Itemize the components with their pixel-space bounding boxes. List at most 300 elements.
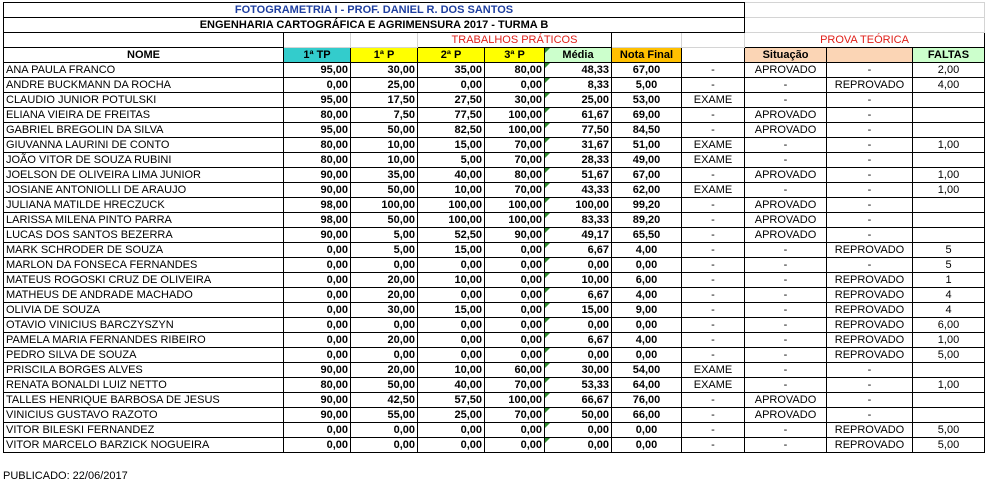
cell-p3[interactable]: 70,00: [485, 378, 545, 393]
cell-situacao[interactable]: APROVADO: [745, 393, 827, 408]
cell-nota-final[interactable]: 49,00: [612, 153, 682, 168]
cell-nome[interactable]: JOÃO VITOR DE SOUZA RUBINI: [4, 153, 284, 168]
cell-situacao[interactable]: APROVADO: [745, 63, 827, 78]
cell-exame[interactable]: EXAME: [682, 153, 745, 168]
cell-situacao[interactable]: -: [745, 288, 827, 303]
cell-prova[interactable]: -: [827, 213, 913, 228]
cell-p1[interactable]: 20,00: [351, 363, 418, 378]
cell-p1[interactable]: 5,00: [351, 243, 418, 258]
cell-exame[interactable]: -: [682, 303, 745, 318]
cell-situacao[interactable]: -: [745, 153, 827, 168]
cell-nota-final[interactable]: 54,00: [612, 363, 682, 378]
cell-p1[interactable]: 20,00: [351, 288, 418, 303]
cell-p2[interactable]: 40,00: [418, 168, 485, 183]
cell-media[interactable]: 77,50: [545, 123, 612, 138]
cell-faltas[interactable]: 1: [913, 273, 985, 288]
cell-exame[interactable]: -: [682, 273, 745, 288]
cell-prova[interactable]: -: [827, 153, 913, 168]
cell-tp1[interactable]: 80,00: [284, 153, 351, 168]
cell-media[interactable]: 25,00: [545, 93, 612, 108]
cell-p2[interactable]: 10,00: [418, 273, 485, 288]
cell-faltas[interactable]: 2,00: [913, 63, 985, 78]
course-title[interactable]: FOTOGRAMETRIA I - PROF. DANIEL R. DOS SANTOS: [4, 3, 745, 18]
cell-nota-final[interactable]: 89,20: [612, 213, 682, 228]
cell-situacao[interactable]: APROVADO: [745, 108, 827, 123]
cell-prova[interactable]: REPROVADO: [827, 348, 913, 363]
cell-p3[interactable]: 70,00: [485, 408, 545, 423]
cell-p1[interactable]: 0,00: [351, 348, 418, 363]
cell-exame[interactable]: -: [682, 438, 745, 453]
cell-p2[interactable]: 0,00: [418, 348, 485, 363]
cell-nome[interactable]: JULIANA MATILDE HRECZUCK: [4, 198, 284, 213]
cell-nota-final[interactable]: 0,00: [612, 258, 682, 273]
cell-situacao[interactable]: APROVADO: [745, 123, 827, 138]
cell-situacao[interactable]: APROVADO: [745, 408, 827, 423]
cell-p3[interactable]: 30,00: [485, 93, 545, 108]
cell-p2[interactable]: 0,00: [418, 333, 485, 348]
cell-exame[interactable]: -: [682, 63, 745, 78]
cell-p2[interactable]: 40,00: [418, 378, 485, 393]
cell-p3[interactable]: 80,00: [485, 168, 545, 183]
cell-p3[interactable]: 90,00: [485, 228, 545, 243]
cell-tp1[interactable]: 98,00: [284, 213, 351, 228]
cell-faltas[interactable]: [913, 93, 985, 108]
cell-prova[interactable]: -: [827, 408, 913, 423]
cell-p2[interactable]: 15,00: [418, 138, 485, 153]
cell-nome[interactable]: ANA PAULA FRANCO: [4, 63, 284, 78]
cell-prova[interactable]: -: [827, 93, 913, 108]
cell-p1[interactable]: 0,00: [351, 318, 418, 333]
cell-p3[interactable]: 0,00: [485, 273, 545, 288]
cell-nota-final[interactable]: 64,00: [612, 378, 682, 393]
cell-media[interactable]: 10,00: [545, 273, 612, 288]
cell-nota-final[interactable]: 6,00: [612, 273, 682, 288]
cell-tp1[interactable]: 0,00: [284, 348, 351, 363]
cell-prova[interactable]: -: [827, 183, 913, 198]
cell-prova[interactable]: -: [827, 393, 913, 408]
cell-p3[interactable]: 0,00: [485, 258, 545, 273]
cell-p1[interactable]: 50,00: [351, 123, 418, 138]
cell-exame[interactable]: -: [682, 348, 745, 363]
cell-p1[interactable]: 0,00: [351, 438, 418, 453]
cell-faltas[interactable]: 1,00: [913, 168, 985, 183]
cell-nota-final[interactable]: 9,00: [612, 303, 682, 318]
cell-media[interactable]: 43,33: [545, 183, 612, 198]
cell-exame[interactable]: EXAME: [682, 363, 745, 378]
cell-tp1[interactable]: 90,00: [284, 408, 351, 423]
cell-media[interactable]: 66,67: [545, 393, 612, 408]
cell-exame[interactable]: -: [682, 213, 745, 228]
cell-media[interactable]: 8,33: [545, 78, 612, 93]
cell-prova[interactable]: -: [827, 63, 913, 78]
cell-prova[interactable]: -: [827, 123, 913, 138]
cell-p1[interactable]: 55,00: [351, 408, 418, 423]
cell-nome[interactable]: CLAUDIO JUNIOR POTULSKI: [4, 93, 284, 108]
cell-tp1[interactable]: 80,00: [284, 138, 351, 153]
cell-p1[interactable]: 10,00: [351, 138, 418, 153]
cell-p3[interactable]: 0,00: [485, 423, 545, 438]
cell-tp1[interactable]: 0,00: [284, 78, 351, 93]
cell-p2[interactable]: 25,00: [418, 408, 485, 423]
cell-faltas[interactable]: 5: [913, 258, 985, 273]
cell-faltas[interactable]: [913, 198, 985, 213]
cell-situacao[interactable]: -: [745, 183, 827, 198]
header-nota-final[interactable]: Nota Final: [612, 48, 682, 63]
cell-tp1[interactable]: 98,00: [284, 198, 351, 213]
cell-situacao[interactable]: APROVADO: [745, 198, 827, 213]
cell-p1[interactable]: 30,00: [351, 303, 418, 318]
cell-p3[interactable]: 0,00: [485, 438, 545, 453]
cell-media[interactable]: 0,00: [545, 258, 612, 273]
cell-situacao[interactable]: -: [745, 348, 827, 363]
cell-p1[interactable]: 20,00: [351, 333, 418, 348]
cell-tp1[interactable]: 0,00: [284, 273, 351, 288]
cell-nome[interactable]: VITOR MARCELO BARZICK NOGUEIRA: [4, 438, 284, 453]
cell-prova[interactable]: -: [827, 108, 913, 123]
cell-situacao[interactable]: -: [745, 363, 827, 378]
cell-prova[interactable]: REPROVADO: [827, 333, 913, 348]
cell-tp1[interactable]: 95,00: [284, 123, 351, 138]
cell-nota-final[interactable]: 51,00: [612, 138, 682, 153]
cell-situacao[interactable]: -: [745, 438, 827, 453]
cell-p2[interactable]: 0,00: [418, 258, 485, 273]
program-title[interactable]: ENGENHARIA CARTOGRÁFICA E AGRIMENSURA 2017 - TURMA B: [4, 18, 745, 33]
cell-p1[interactable]: 100,00: [351, 198, 418, 213]
cell-exame[interactable]: -: [682, 228, 745, 243]
cell-nota-final[interactable]: 66,00: [612, 408, 682, 423]
cell-faltas[interactable]: [913, 363, 985, 378]
header-p2[interactable]: 2ª P: [418, 48, 485, 63]
cell-p2[interactable]: 10,00: [418, 363, 485, 378]
cell-media[interactable]: 51,67: [545, 168, 612, 183]
cell-exame[interactable]: -: [682, 258, 745, 273]
published-date[interactable]: PUBLICADO: 22/06/2017: [3, 470, 128, 482]
theory-group-header[interactable]: PROVA TEÓRICA: [745, 33, 985, 48]
cell-nome[interactable]: GABRIEL BREGOLIN DA SILVA: [4, 123, 284, 138]
cell-faltas[interactable]: 1,00: [913, 378, 985, 393]
cell-nota-final[interactable]: 67,00: [612, 168, 682, 183]
cell-prova[interactable]: REPROVADO: [827, 243, 913, 258]
cell-tp1[interactable]: 0,00: [284, 423, 351, 438]
cell-situacao[interactable]: APROVADO: [745, 228, 827, 243]
cell-tp1[interactable]: 0,00: [284, 288, 351, 303]
cell-p3[interactable]: 70,00: [485, 138, 545, 153]
cell-p3[interactable]: 100,00: [485, 123, 545, 138]
cell-p3[interactable]: 70,00: [485, 183, 545, 198]
cell-nota-final[interactable]: 62,00: [612, 183, 682, 198]
header-p3[interactable]: 3ª P: [485, 48, 545, 63]
cell-p2[interactable]: 0,00: [418, 318, 485, 333]
cell-exame[interactable]: -: [682, 168, 745, 183]
cell-p3[interactable]: 70,00: [485, 153, 545, 168]
cell-faltas[interactable]: 5: [913, 243, 985, 258]
cell-p1[interactable]: 20,00: [351, 273, 418, 288]
cell-exame[interactable]: EXAME: [682, 138, 745, 153]
cell-nome[interactable]: MARK SCHRODER DE SOUZA: [4, 243, 284, 258]
cell-nota-final[interactable]: 5,00: [612, 78, 682, 93]
cell-p3[interactable]: 0,00: [485, 333, 545, 348]
cell-situacao[interactable]: -: [745, 78, 827, 93]
cell-p3[interactable]: 100,00: [485, 108, 545, 123]
cell-tp1[interactable]: 0,00: [284, 303, 351, 318]
cell-exame[interactable]: -: [682, 393, 745, 408]
cell-media[interactable]: 83,33: [545, 213, 612, 228]
cell-p1[interactable]: 25,00: [351, 78, 418, 93]
header-tp1[interactable]: 1ª TP: [284, 48, 351, 63]
cell-p2[interactable]: 0,00: [418, 288, 485, 303]
cell-media[interactable]: 0,00: [545, 348, 612, 363]
cell-p2[interactable]: 0,00: [418, 78, 485, 93]
cell-exame[interactable]: -: [682, 333, 745, 348]
cell-situacao[interactable]: -: [745, 423, 827, 438]
cell-nome[interactable]: JOELSON DE OLIVEIRA LIMA JUNIOR: [4, 168, 284, 183]
cell-situacao[interactable]: -: [745, 378, 827, 393]
cell-prova[interactable]: REPROVADO: [827, 273, 913, 288]
cell-faltas[interactable]: [913, 153, 985, 168]
cell-media[interactable]: 6,67: [545, 243, 612, 258]
cell-media[interactable]: 28,33: [545, 153, 612, 168]
cell-p2[interactable]: 100,00: [418, 198, 485, 213]
cell-exame[interactable]: -: [682, 78, 745, 93]
cell-p1[interactable]: 10,00: [351, 153, 418, 168]
cell-nome[interactable]: MATEUS ROGOSKI CRUZ DE OLIVEIRA: [4, 273, 284, 288]
cell-tp1[interactable]: 0,00: [284, 438, 351, 453]
cell-media[interactable]: 49,17: [545, 228, 612, 243]
cell-prova[interactable]: REPROVADO: [827, 318, 913, 333]
cell-situacao[interactable]: -: [745, 243, 827, 258]
cell-prova[interactable]: REPROVADO: [827, 423, 913, 438]
cell-p1[interactable]: 50,00: [351, 213, 418, 228]
cell-media[interactable]: 6,67: [545, 288, 612, 303]
cell-nota-final[interactable]: 76,00: [612, 393, 682, 408]
cell-prova[interactable]: -: [827, 378, 913, 393]
cell-p1[interactable]: 30,00: [351, 63, 418, 78]
cell-p2[interactable]: 0,00: [418, 438, 485, 453]
header-p1[interactable]: 1ª P: [351, 48, 418, 63]
cell-nota-final[interactable]: 0,00: [612, 423, 682, 438]
cell-prova[interactable]: -: [827, 363, 913, 378]
cell-situacao[interactable]: APROVADO: [745, 168, 827, 183]
cell-p2[interactable]: 15,00: [418, 243, 485, 258]
cell-exame[interactable]: -: [682, 243, 745, 258]
cell-media[interactable]: 50,00: [545, 408, 612, 423]
cell-tp1[interactable]: 0,00: [284, 333, 351, 348]
cell-p1[interactable]: 35,00: [351, 168, 418, 183]
cell-tp1[interactable]: 80,00: [284, 378, 351, 393]
cell-media[interactable]: 31,67: [545, 138, 612, 153]
cell-p3[interactable]: 100,00: [485, 198, 545, 213]
cell-prova[interactable]: REPROVADO: [827, 288, 913, 303]
cell-p1[interactable]: 50,00: [351, 378, 418, 393]
cell-situacao[interactable]: -: [745, 93, 827, 108]
cell-faltas[interactable]: 5,00: [913, 423, 985, 438]
cell-media[interactable]: 15,00: [545, 303, 612, 318]
cell-nota-final[interactable]: 67,00: [612, 63, 682, 78]
cell-exame[interactable]: -: [682, 288, 745, 303]
cell-faltas[interactable]: 6,00: [913, 318, 985, 333]
cell-p3[interactable]: 0,00: [485, 348, 545, 363]
cell-p2[interactable]: 82,50: [418, 123, 485, 138]
cell-faltas[interactable]: 4: [913, 288, 985, 303]
cell-p2[interactable]: 10,00: [418, 183, 485, 198]
cell-situacao[interactable]: -: [745, 303, 827, 318]
cell-nota-final[interactable]: 4,00: [612, 333, 682, 348]
cell-nome[interactable]: VINICIUS GUSTAVO RAZOTO: [4, 408, 284, 423]
cell-tp1[interactable]: 95,00: [284, 63, 351, 78]
cell-exame[interactable]: -: [682, 318, 745, 333]
cell-nota-final[interactable]: 84,50: [612, 123, 682, 138]
cell-p1[interactable]: 5,00: [351, 228, 418, 243]
cell-p3[interactable]: 0,00: [485, 78, 545, 93]
cell-media[interactable]: 61,67: [545, 108, 612, 123]
cell-p3[interactable]: 0,00: [485, 243, 545, 258]
cell-media[interactable]: 53,33: [545, 378, 612, 393]
cell-situacao[interactable]: -: [745, 258, 827, 273]
cell-nome[interactable]: ELIANA VIEIRA DE FREITAS: [4, 108, 284, 123]
cell-exame[interactable]: EXAME: [682, 93, 745, 108]
cell-nota-final[interactable]: 69,00: [612, 108, 682, 123]
cell-nome[interactable]: RENATA BONALDI LUIZ NETTO: [4, 378, 284, 393]
cell-p2[interactable]: 57,50: [418, 393, 485, 408]
header-media[interactable]: Média: [545, 48, 612, 63]
cell-faltas[interactable]: [913, 228, 985, 243]
cell-p2[interactable]: 35,00: [418, 63, 485, 78]
cell-tp1[interactable]: 0,00: [284, 258, 351, 273]
cell-faltas[interactable]: [913, 408, 985, 423]
cell-p2[interactable]: 77,50: [418, 108, 485, 123]
cell-nota-final[interactable]: 53,00: [612, 93, 682, 108]
cell-nome[interactable]: PRISCILA BORGES ALVES: [4, 363, 284, 378]
cell-tp1[interactable]: 90,00: [284, 228, 351, 243]
cell-exame[interactable]: -: [682, 423, 745, 438]
cell-nome[interactable]: VITOR BILESKI FERNANDEZ: [4, 423, 284, 438]
cell-p3[interactable]: 0,00: [485, 318, 545, 333]
cell-nota-final[interactable]: 65,50: [612, 228, 682, 243]
cell-faltas[interactable]: 5,00: [913, 348, 985, 363]
cell-p1[interactable]: 17,50: [351, 93, 418, 108]
cell-faltas[interactable]: 5,00: [913, 438, 985, 453]
cell-faltas[interactable]: 1,00: [913, 183, 985, 198]
cell-nota-final[interactable]: 4,00: [612, 288, 682, 303]
cell-faltas[interactable]: 4: [913, 303, 985, 318]
cell-situacao[interactable]: -: [745, 333, 827, 348]
cell-prova[interactable]: -: [827, 258, 913, 273]
cell-media[interactable]: 100,00: [545, 198, 612, 213]
cell-p2[interactable]: 100,00: [418, 213, 485, 228]
cell-situacao[interactable]: -: [745, 273, 827, 288]
cell-p1[interactable]: 0,00: [351, 423, 418, 438]
cell-nome[interactable]: OTAVIO VINICIUS BARCZYSZYN: [4, 318, 284, 333]
cell-p3[interactable]: 100,00: [485, 393, 545, 408]
cell-tp1[interactable]: 95,00: [284, 93, 351, 108]
cell-p2[interactable]: 5,00: [418, 153, 485, 168]
cell-nota-final[interactable]: 4,00: [612, 243, 682, 258]
cell-p2[interactable]: 0,00: [418, 423, 485, 438]
cell-prova[interactable]: -: [827, 138, 913, 153]
cell-nome[interactable]: ANDRE BUCKMANN DA ROCHA: [4, 78, 284, 93]
header-situacao[interactable]: Situação: [745, 48, 827, 63]
cell-media[interactable]: 30,00: [545, 363, 612, 378]
cell-nome[interactable]: GIUVANNA LAURINI DE CONTO: [4, 138, 284, 153]
cell-p2[interactable]: 27,50: [418, 93, 485, 108]
cell-nome[interactable]: PEDRO SILVA DE SOUZA: [4, 348, 284, 363]
cell-tp1[interactable]: 90,00: [284, 363, 351, 378]
cell-media[interactable]: 0,00: [545, 438, 612, 453]
cell-prova[interactable]: -: [827, 228, 913, 243]
cell-faltas[interactable]: 4,00: [913, 78, 985, 93]
cell-faltas[interactable]: [913, 213, 985, 228]
cell-nota-final[interactable]: 0,00: [612, 348, 682, 363]
cell-nota-final[interactable]: 99,20: [612, 198, 682, 213]
cell-p1[interactable]: 0,00: [351, 258, 418, 273]
cell-nome[interactable]: OLIVIA DE SOUZA: [4, 303, 284, 318]
cell-nota-final[interactable]: 0,00: [612, 318, 682, 333]
cell-p1[interactable]: 7,50: [351, 108, 418, 123]
cell-prova[interactable]: REPROVADO: [827, 303, 913, 318]
cell-p3[interactable]: 0,00: [485, 303, 545, 318]
cell-media[interactable]: 48,33: [545, 63, 612, 78]
cell-faltas[interactable]: 1,00: [913, 138, 985, 153]
cell-tp1[interactable]: 90,00: [284, 183, 351, 198]
cell-p1[interactable]: 42,50: [351, 393, 418, 408]
cell-prova[interactable]: -: [827, 168, 913, 183]
cell-faltas[interactable]: [913, 393, 985, 408]
cell-tp1[interactable]: 80,00: [284, 108, 351, 123]
cell-nome[interactable]: MATHEUS DE ANDRADE MACHADO: [4, 288, 284, 303]
cell-tp1[interactable]: 0,00: [284, 318, 351, 333]
cell-faltas[interactable]: [913, 123, 985, 138]
cell-p2[interactable]: 15,00: [418, 303, 485, 318]
cell-p3[interactable]: 0,00: [485, 288, 545, 303]
cell-p3[interactable]: 80,00: [485, 63, 545, 78]
cell-exame[interactable]: -: [682, 108, 745, 123]
cell-media[interactable]: 0,00: [545, 423, 612, 438]
cell-tp1[interactable]: 0,00: [284, 243, 351, 258]
cell-situacao[interactable]: APROVADO: [745, 213, 827, 228]
cell-faltas[interactable]: [913, 108, 985, 123]
cell-p2[interactable]: 52,50: [418, 228, 485, 243]
cell-nota-final[interactable]: 0,00: [612, 438, 682, 453]
cell-nome[interactable]: TALLES HENRIQUE BARBOSA DE JESUS: [4, 393, 284, 408]
cell-p3[interactable]: 100,00: [485, 213, 545, 228]
practical-group-header[interactable]: TRABALHOS PRÁTICOS: [418, 33, 612, 48]
cell-situacao[interactable]: -: [745, 318, 827, 333]
cell-exame[interactable]: EXAME: [682, 183, 745, 198]
cell-exame[interactable]: -: [682, 123, 745, 138]
cell-nome[interactable]: LUCAS DOS SANTOS BEZERRA: [4, 228, 284, 243]
cell-prova[interactable]: REPROVADO: [827, 78, 913, 93]
cell-nome[interactable]: PAMELA MARIA FERNANDES RIBEIRO: [4, 333, 284, 348]
cell-exame[interactable]: EXAME: [682, 378, 745, 393]
cell-p3[interactable]: 60,00: [485, 363, 545, 378]
cell-prova[interactable]: -: [827, 198, 913, 213]
cell-p1[interactable]: 50,00: [351, 183, 418, 198]
cell-nome[interactable]: JOSIANE ANTONIOLLI DE ARAUJO: [4, 183, 284, 198]
header-faltas[interactable]: FALTAS: [913, 48, 985, 63]
cell-tp1[interactable]: 90,00: [284, 393, 351, 408]
cell-faltas[interactable]: 1,00: [913, 333, 985, 348]
cell-exame[interactable]: -: [682, 408, 745, 423]
cell-media[interactable]: 6,67: [545, 333, 612, 348]
cell-media[interactable]: 0,00: [545, 318, 612, 333]
cell-tp1[interactable]: 90,00: [284, 168, 351, 183]
cell-nome[interactable]: MARLON DA FONSECA FERNANDES: [4, 258, 284, 273]
cell-prova[interactable]: REPROVADO: [827, 438, 913, 453]
header-nome[interactable]: NOME: [4, 48, 284, 63]
cell-nome[interactable]: LARISSA MILENA PINTO PARRA: [4, 213, 284, 228]
cell-exame[interactable]: -: [682, 198, 745, 213]
cell-situacao[interactable]: -: [745, 138, 827, 153]
